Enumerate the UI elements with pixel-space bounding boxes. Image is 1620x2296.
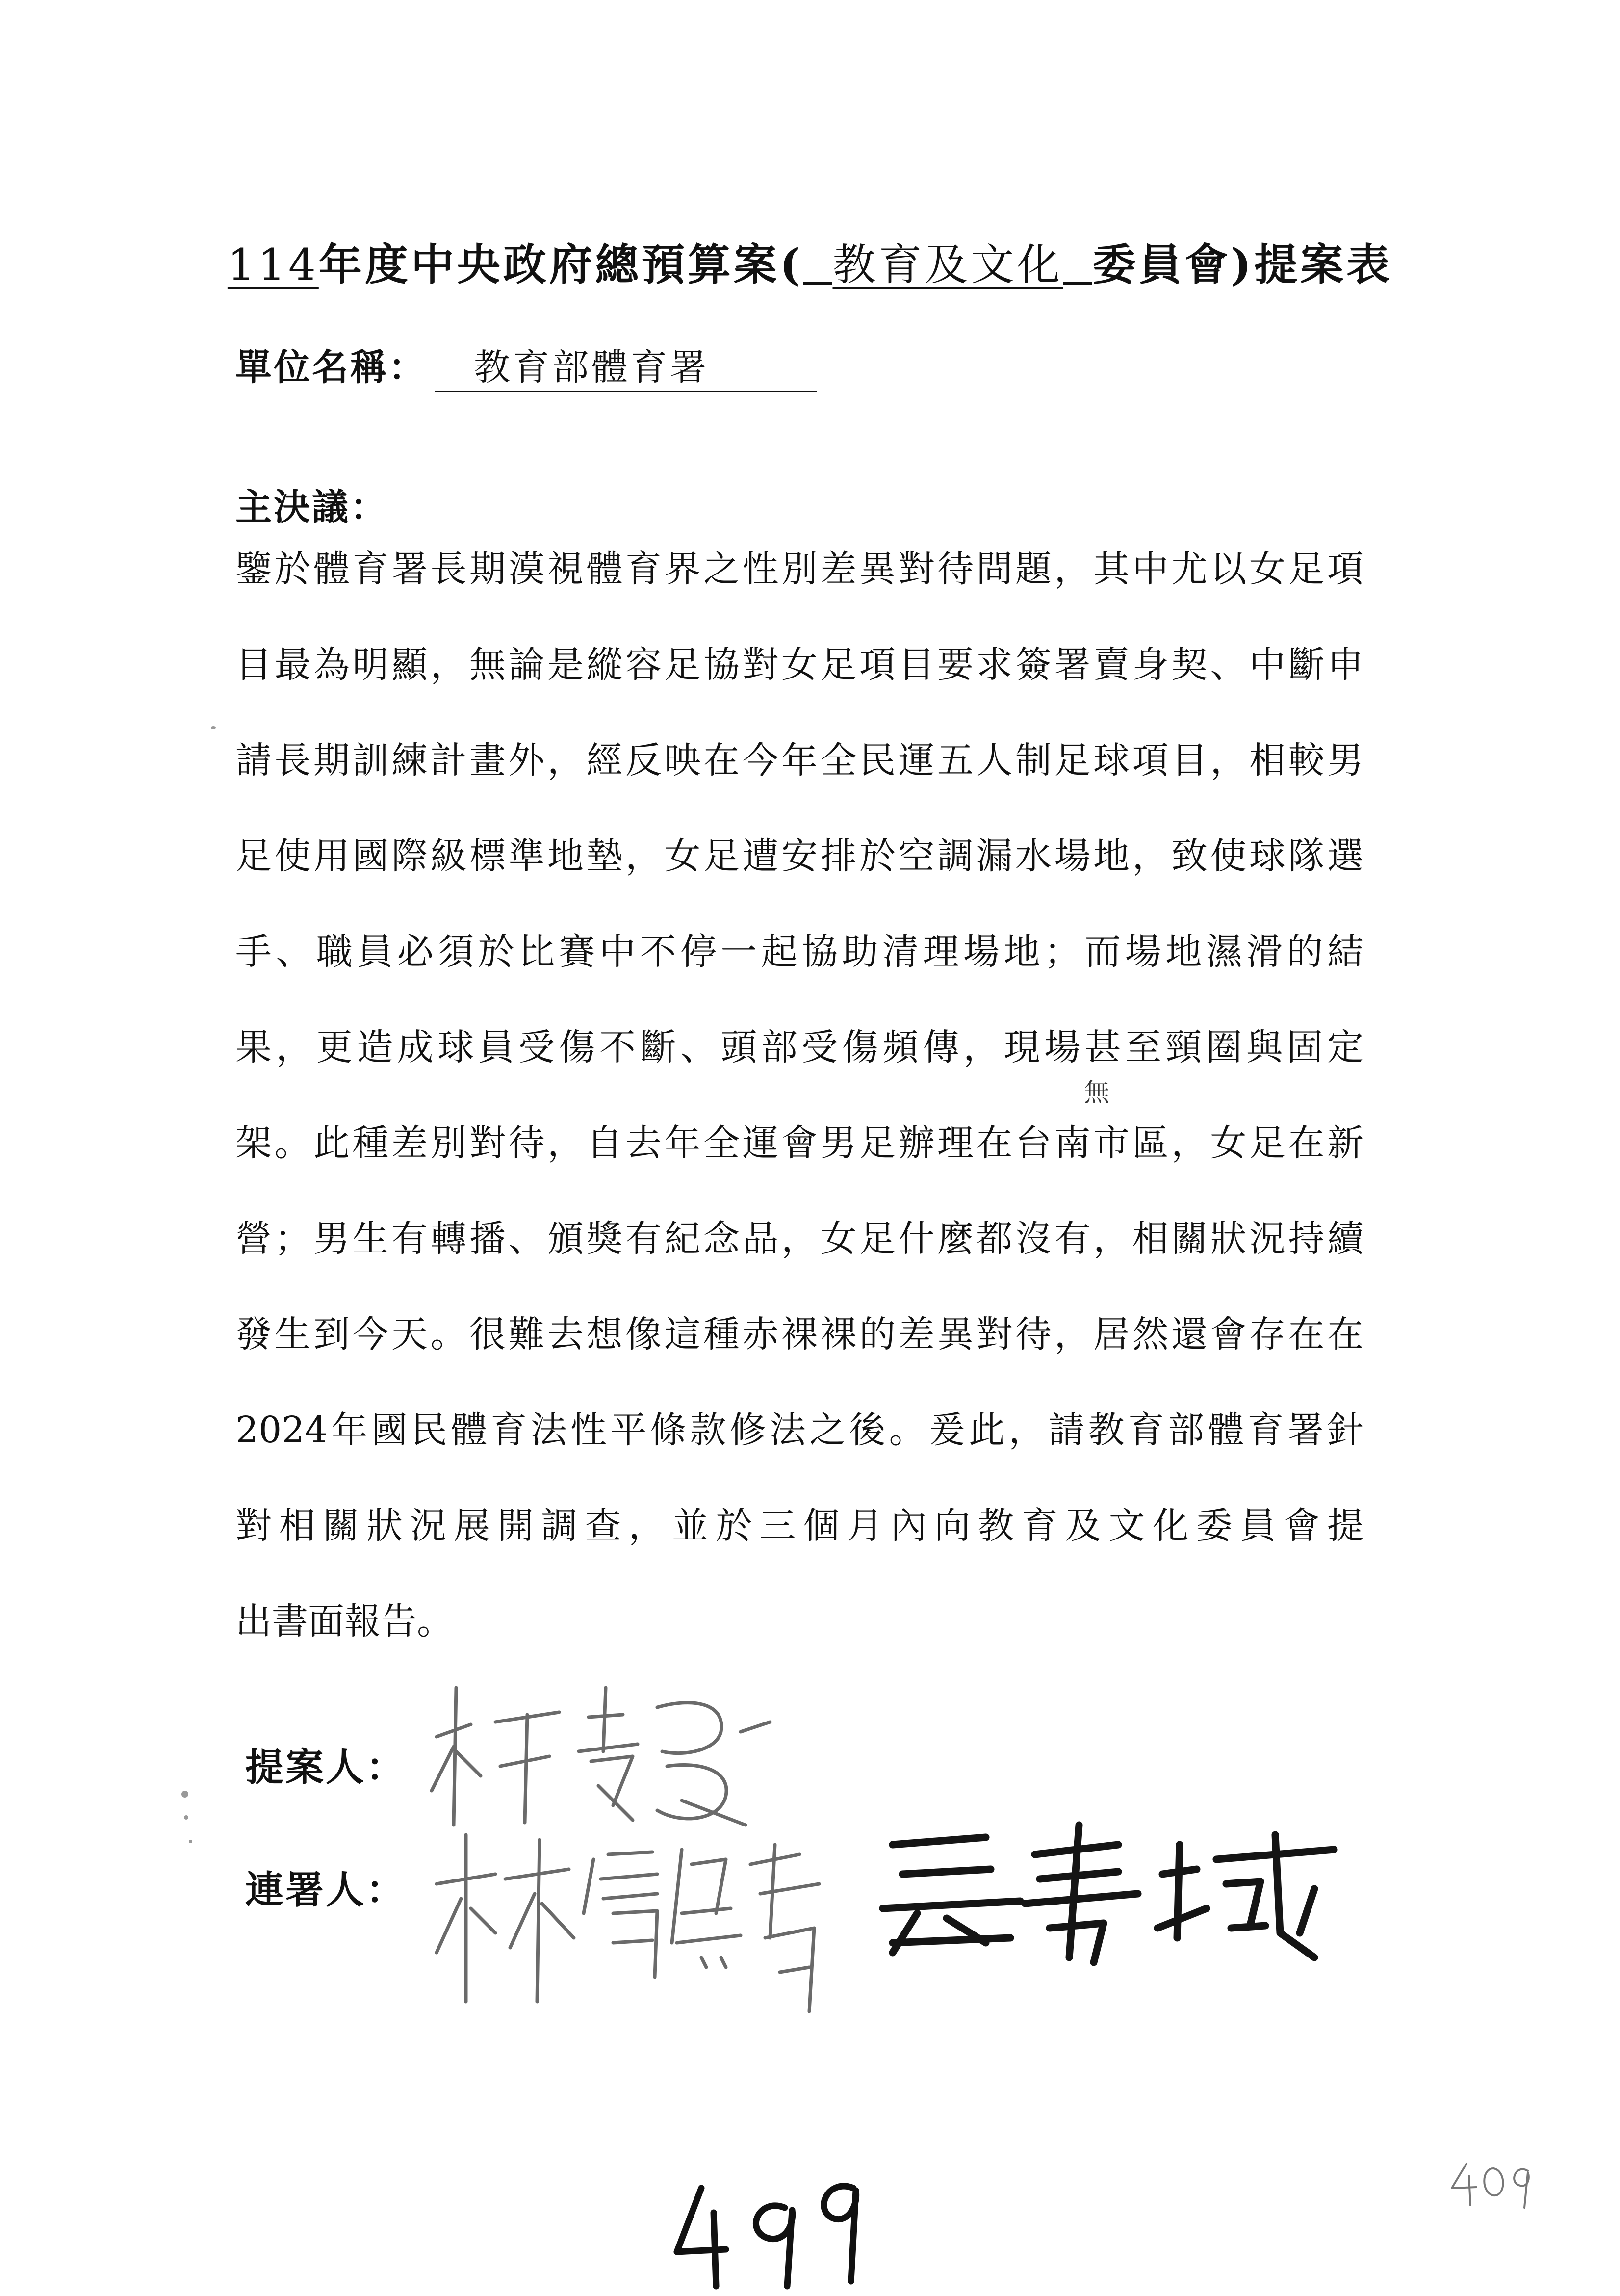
cosigner-label: 連署人： (245, 1868, 407, 1912)
resolution-body (235, 540, 1363, 1688)
body-line: 請長期訓練計畫外，經反映在今年全民運五人制足球項目，相較男 (235, 739, 1363, 782)
title-prefix: 年度中央政府總預算案( (318, 239, 803, 290)
body-line: 對相關狀況展開調查，並於三個月內向教育及文化委員會提 (235, 1505, 1363, 1547)
proposer-signature (427, 1678, 829, 1835)
handwritten-correction: 無 (1084, 1078, 1110, 1108)
cosigner-signature-2 (873, 1815, 1354, 1977)
unit-label: 單位名稱： (235, 346, 427, 389)
title-suffix: 委員會)提案表 (1092, 239, 1393, 290)
title-committee: 教育及文化 (832, 239, 1063, 290)
document-title (0, 231, 1620, 292)
scan-speck (181, 1791, 188, 1798)
scan-speck (211, 726, 216, 729)
title-blank-underline (803, 281, 832, 285)
unit-value: 教育部體育署 (435, 339, 817, 392)
title-year: 114 (227, 239, 319, 290)
proposer-label: 提案人： (245, 1745, 407, 1790)
scan-speck (189, 1840, 192, 1843)
body-line: 架。此種差別對待，自去年全運會男足辦理在台南市區，女足在新 (235, 1122, 1363, 1164)
body-line: 發生到今天。很難去想像這種赤裸裸的差異對待，居然還會存在在 (235, 1313, 1363, 1356)
body-line: 果，更造成球員受傷不斷、頭部受傷頻傳，現場甚至頸圈與固定 (235, 1026, 1363, 1069)
page-number-pencil (1447, 2159, 1535, 2213)
unit-row (235, 339, 817, 392)
body-line: 營；男生有轉播、頒獎有紀念品，女足什麼都沒有，相關狀況持續 (235, 1218, 1363, 1260)
scan-speck (184, 1815, 188, 1820)
body-line: 手、職員必須於比賽中不停一起協助清理場地；而場地濕滑的結 (235, 931, 1363, 973)
resolution-label: 主決議： (235, 486, 388, 528)
page-number-stamp (667, 2168, 873, 2296)
title-blank-underline (1063, 281, 1092, 285)
body-line: 出書面報告。 (235, 1600, 453, 1643)
cosigner-signature-1 (427, 1815, 868, 2021)
body-line: 2024年國民體育法性平條款修法之後。爰此，請教育部體育署針 (235, 1409, 1363, 1451)
body-line: 足使用國際級標準地墊，女足遭安排於空調漏水場地，致使球隊選 (235, 835, 1363, 877)
body-line: 目最為明顯，無論是縱容足協對女足項目要求簽署賣身契、中斷申 (235, 644, 1363, 686)
body-line: 鑒於體育署長期漠視體育界之性別差異對待問題，其中尤以女足項 (235, 548, 1363, 590)
